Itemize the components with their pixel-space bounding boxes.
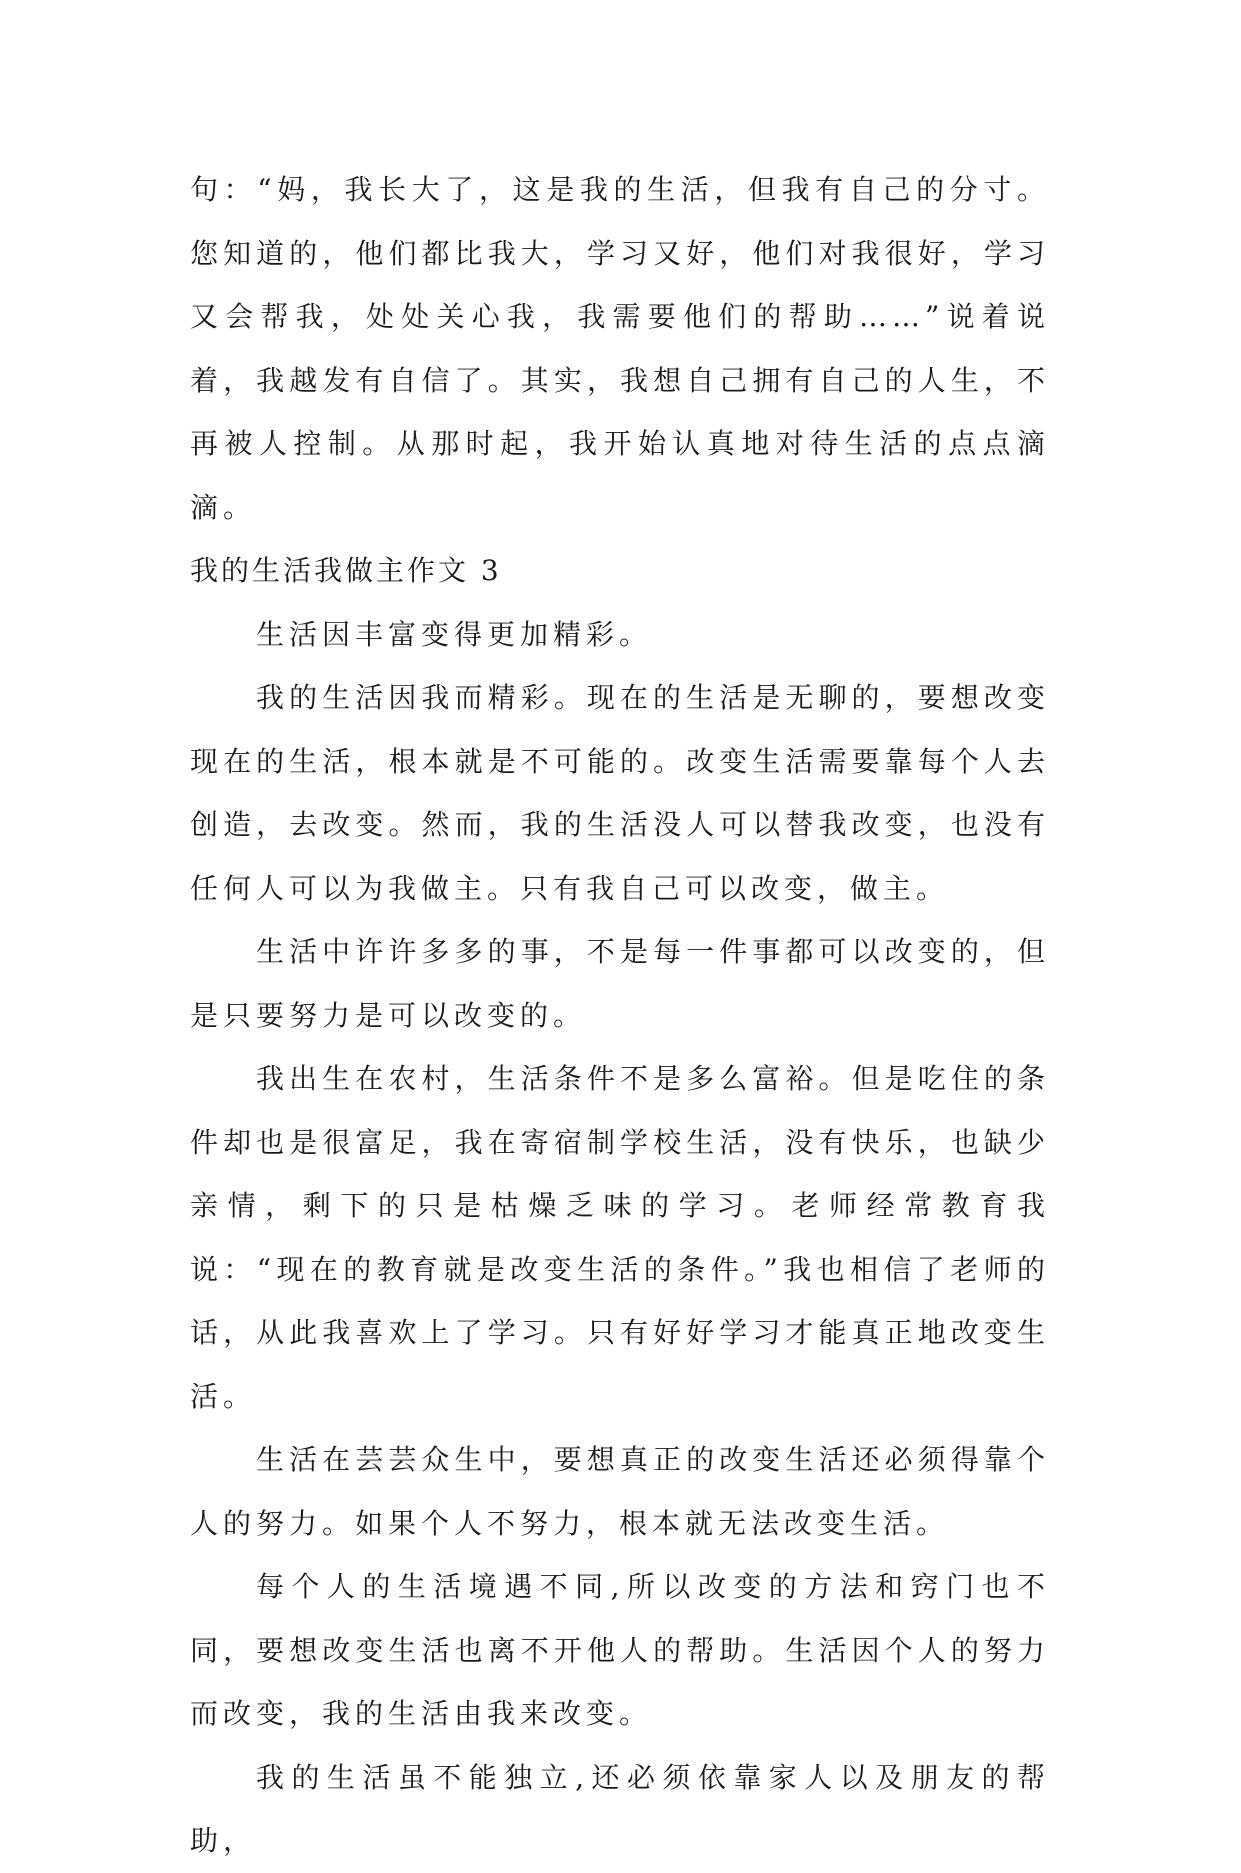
paragraph: 我出生在农村，生活条件不是多么富裕。但是吃住的条件却也是很富足，我在寄宿制学校生活，没有快乐，也缺少亲情，剩下的只是枯燥乏味的学习。老师经常教育我说：“现在的教育就是改变生活的条件。”我也相信了老师的话，从此我喜欢上了学习。只有好好学习才能真正地改变生活。 — [190, 1062, 1050, 1413]
paragraph: 每个人的生活境遇不同,所以改变的方法和窍门也不同，要想改变生活也离不开他人的帮助。生活因个人的努力而改变，我的生活由我来改变。 — [190, 1570, 1050, 1730]
paragraph: 我的生活因我而精彩。现在的生活是无聊的，要想改变现在的生活，根本就是不可能的。改变生活需要靠每个人去创造，去改变。然而，我的生活没人可以替我改变，也没有任何人可以为我做主。只有我自己可以改变，做主。 — [190, 681, 1050, 905]
paragraph: 生活中许许多多的事，不是每一件事都可以改变的，但是只要努力是可以改变的。 — [190, 935, 1050, 1032]
section-title: 我的生活我做主作文 3 — [190, 554, 502, 587]
document-body — [190, 158, 1050, 1873]
paragraph: 生活因丰富变得更加精彩。 — [256, 617, 653, 651]
paragraph: 我的生活虽不能独立,还必须依靠家人以及朋友的帮助， — [190, 1760, 1050, 1857]
paragraph: 生活在芸芸众生中，要想真正的改变生活还必须得靠个人的努力。如果个人不努力，根本就无法改变生活。 — [190, 1443, 1050, 1540]
continuation-paragraph: 句：“妈，我长大了，这是我的生活，但我有自己的分寸。您知道的，他们都比我大，学习又好，他们对我很好，学习又会帮我，处处关心我，我需要他们的帮助……”说着说着，我越发有自信了。其实，我想自己拥有自己的人生，不再被人控制。从那时起，我开始认真地对待生活的点点滴滴。 — [190, 173, 1050, 524]
